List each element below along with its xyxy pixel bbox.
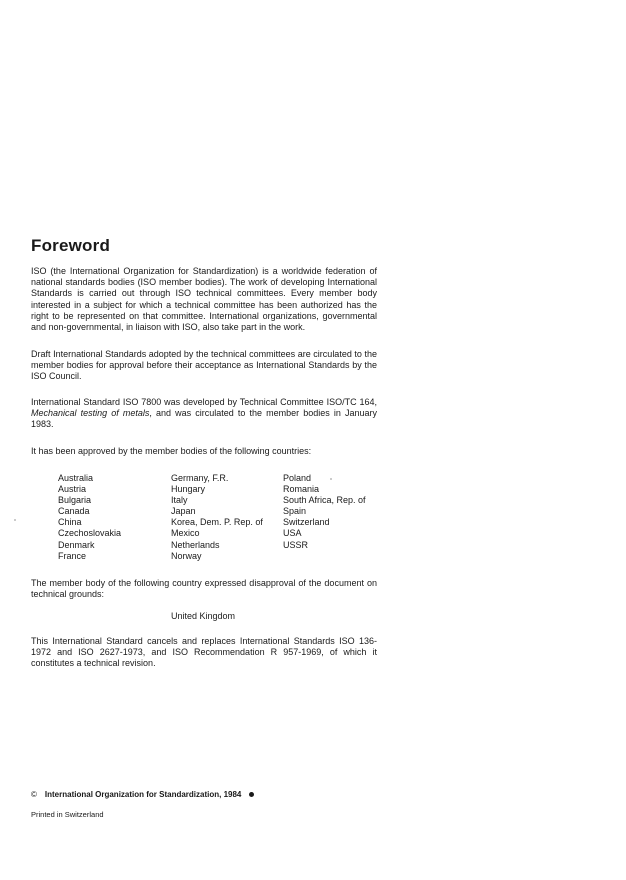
paragraph-draft-standards: Draft International Standards adopted by the technical committees are circulated to the member bodies for approval before their acceptance as International Standards by the ISO Council. [31, 349, 377, 382]
country-item: Spain [283, 506, 307, 517]
country-item: South Africa, Rep. of [283, 495, 366, 506]
development-text-start: International Standard ISO 7800 was developed by Technical Committee ISO/TC 164, [31, 397, 377, 407]
country-item: China [58, 517, 82, 528]
country-item: Austria [58, 484, 87, 495]
scan-speck [14, 519, 16, 521]
copyright-icon: © [31, 790, 37, 799]
country-item: Hungary [171, 484, 206, 495]
country-list-column-3 [283, 473, 383, 551]
dissenting-country: United Kingdom [171, 611, 236, 621]
page-title: Foreword [31, 236, 111, 255]
paragraph-approval: It has been approved by the member bodies of the following countries: [31, 446, 312, 456]
country-item: Netherlands [171, 539, 220, 550]
country-item: Korea, Dem. P. Rep. of [171, 517, 263, 528]
country-item: Czechoslovakia [58, 528, 122, 539]
country-item: Poland [283, 473, 312, 483]
development-text-end: , and was circulated to the member bodies in January 1983. [31, 408, 377, 430]
country-item: Denmark [58, 539, 95, 550]
country-item: Japan [171, 506, 196, 517]
country-item: Bulgaria [58, 495, 92, 506]
country-item: Germany, F.R. [171, 473, 229, 483]
paragraph-iso-intro: ISO (the International Organization for Standardization) is a worldwide federation of national standards bodies (ISO member bodies). The work of developing International Standards is carried out through ISO technical committees. Every member body interested in a subject for which a technical committee has been authorized has the right to be represented on that committee. International organizations, governmental and non-governmental, in liaison with ISO, also take part in the work. [31, 266, 377, 333]
bullet-dot-icon [249, 792, 254, 797]
country-item: Australia [58, 473, 94, 483]
country-item: USSR [283, 539, 309, 550]
committee-title: Mechanical testing of metals [31, 408, 150, 419]
country-item: USA [283, 528, 302, 539]
paragraph-disapproval: The member body of the following country expressed disapproval of the document on technical grounds: [31, 578, 377, 600]
paragraph-development [31, 397, 377, 431]
country-item: Romania [283, 484, 320, 495]
country-item: Italy [171, 495, 188, 506]
copyright-line [31, 790, 254, 799]
country-item: Norway [171, 550, 202, 561]
country-item: Mexico [171, 528, 200, 539]
paragraph-replacement: This International Standard cancels and replaces International Standards ISO 136-1972 and ISO 2627-1973, and ISO Recommendation R 957-1969, of which it constitutes a technical revision. [31, 636, 377, 669]
country-list-column-1 [58, 473, 166, 562]
printed-in-line: Printed in Switzerland [31, 810, 104, 819]
country-item: France [58, 550, 87, 561]
copyright-text: International Organization for Standardization, 1984 [44, 790, 242, 799]
country-item: Canada [58, 506, 90, 517]
country-item: Switzerland [283, 517, 330, 528]
scan-speck [330, 478, 332, 480]
country-list-column-2 [171, 473, 279, 562]
